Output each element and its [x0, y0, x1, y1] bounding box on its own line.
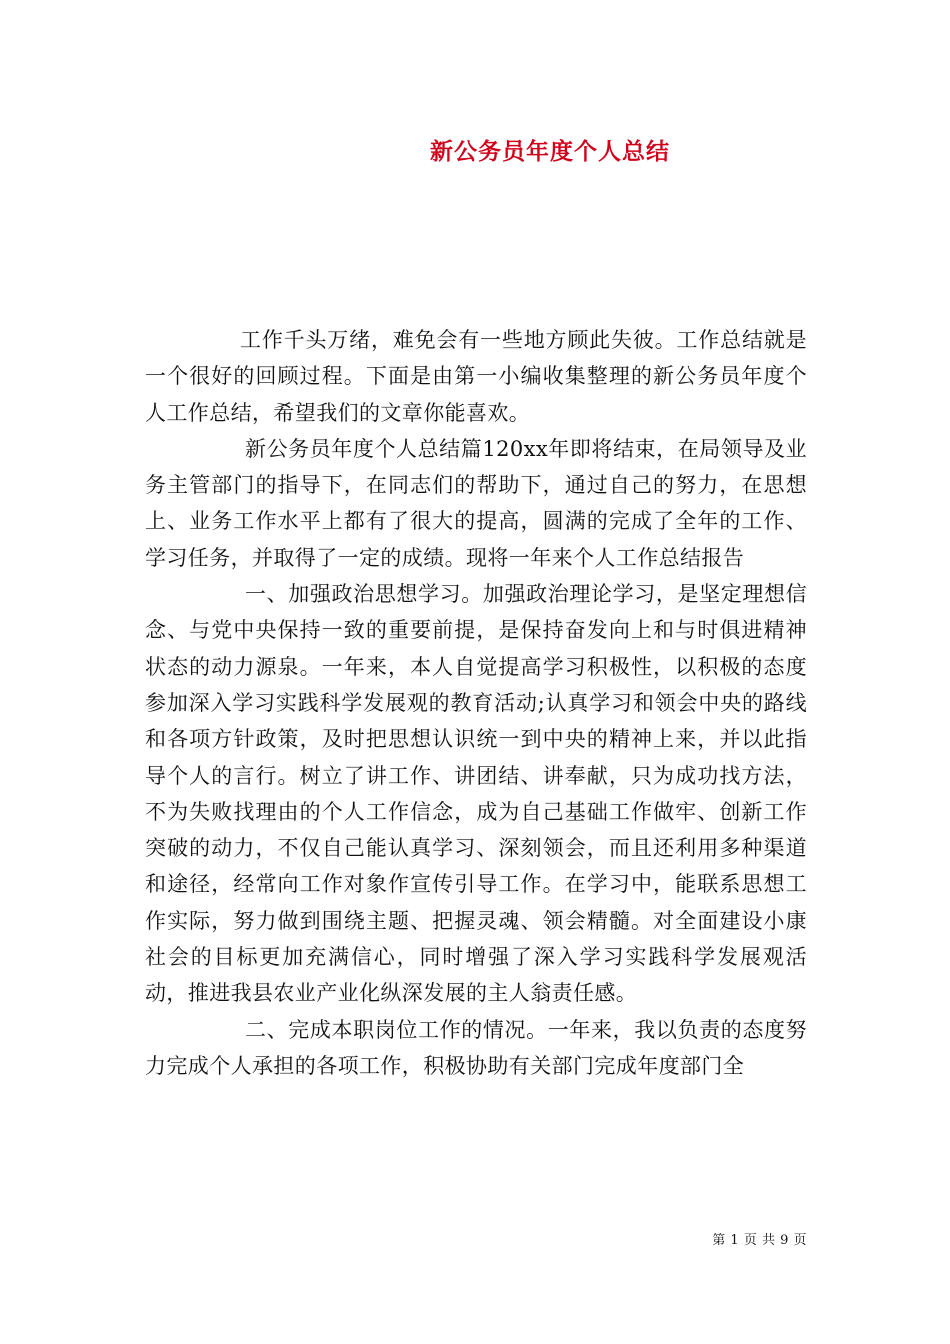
paragraph-section-two: 二、完成本职岗位工作的情况。一年来，我以负责的态度努力完成个人承担的各项工作，积极协助有关部门完成年度部门全	[145, 1017, 807, 1078]
paragraph-section-one: 一、加强政治思想学习。加强政治理论学习，是坚定理想信念、与党中央保持一致的重要前提，是保持奋发向上和与时俱进精神状态的动力源泉。一年来，本人自觉提高学习积极性，以积极的态度参加深入学习实践科学发展观的教育活动;认真学习和领会中央的路线和各项方针政策，及时把思想认识统一到中央的精神上来，并以此指导个人的言行。树立了讲工作、讲团结、讲奉献，只为成功找方法，不为失败找理由的个人工作信念，成为自己基础工作做牢、创新工作突破的动力，不仅自己能认真学习、深刻领会，而且还利用多种渠道和途径，经常向工作对象作宣传引导工作。在学习中，能联系思想工作实际，努力做到围绕主题、把握灵魂、领会精髓。对全面建设小康社会的目标更加充满信心，同时增强了深入学习实践科学发展观活动，推进我县农业产业化纵深发展的主人翁责任感。	[145, 582, 807, 1006]
paragraph-intro: 工作千头万绪，难免会有一些地方顾此失彼。工作总结就是一个很好的回顾过程。下面是由第一小编收集整理的新公务员年度个人工作总结，希望我们的文章你能喜欢。	[145, 328, 807, 425]
document-body	[145, 322, 807, 1084]
paragraph-opening: 新公务员年度个人总结篇120xx年即将结束，在局领导及业务主管部门的指导下，在同志们的帮助下，通过自己的努力，在思想上、业务工作水平上都有了很大的提高，圆满的完成了全年的工作、学习任务，并取得了一定的成绩。现将一年来个人工作总结报告	[145, 436, 807, 570]
document-title: 新公务员年度个人总结	[430, 138, 670, 165]
page-number: 第 1 页 共 9 页	[712, 1233, 807, 1248]
